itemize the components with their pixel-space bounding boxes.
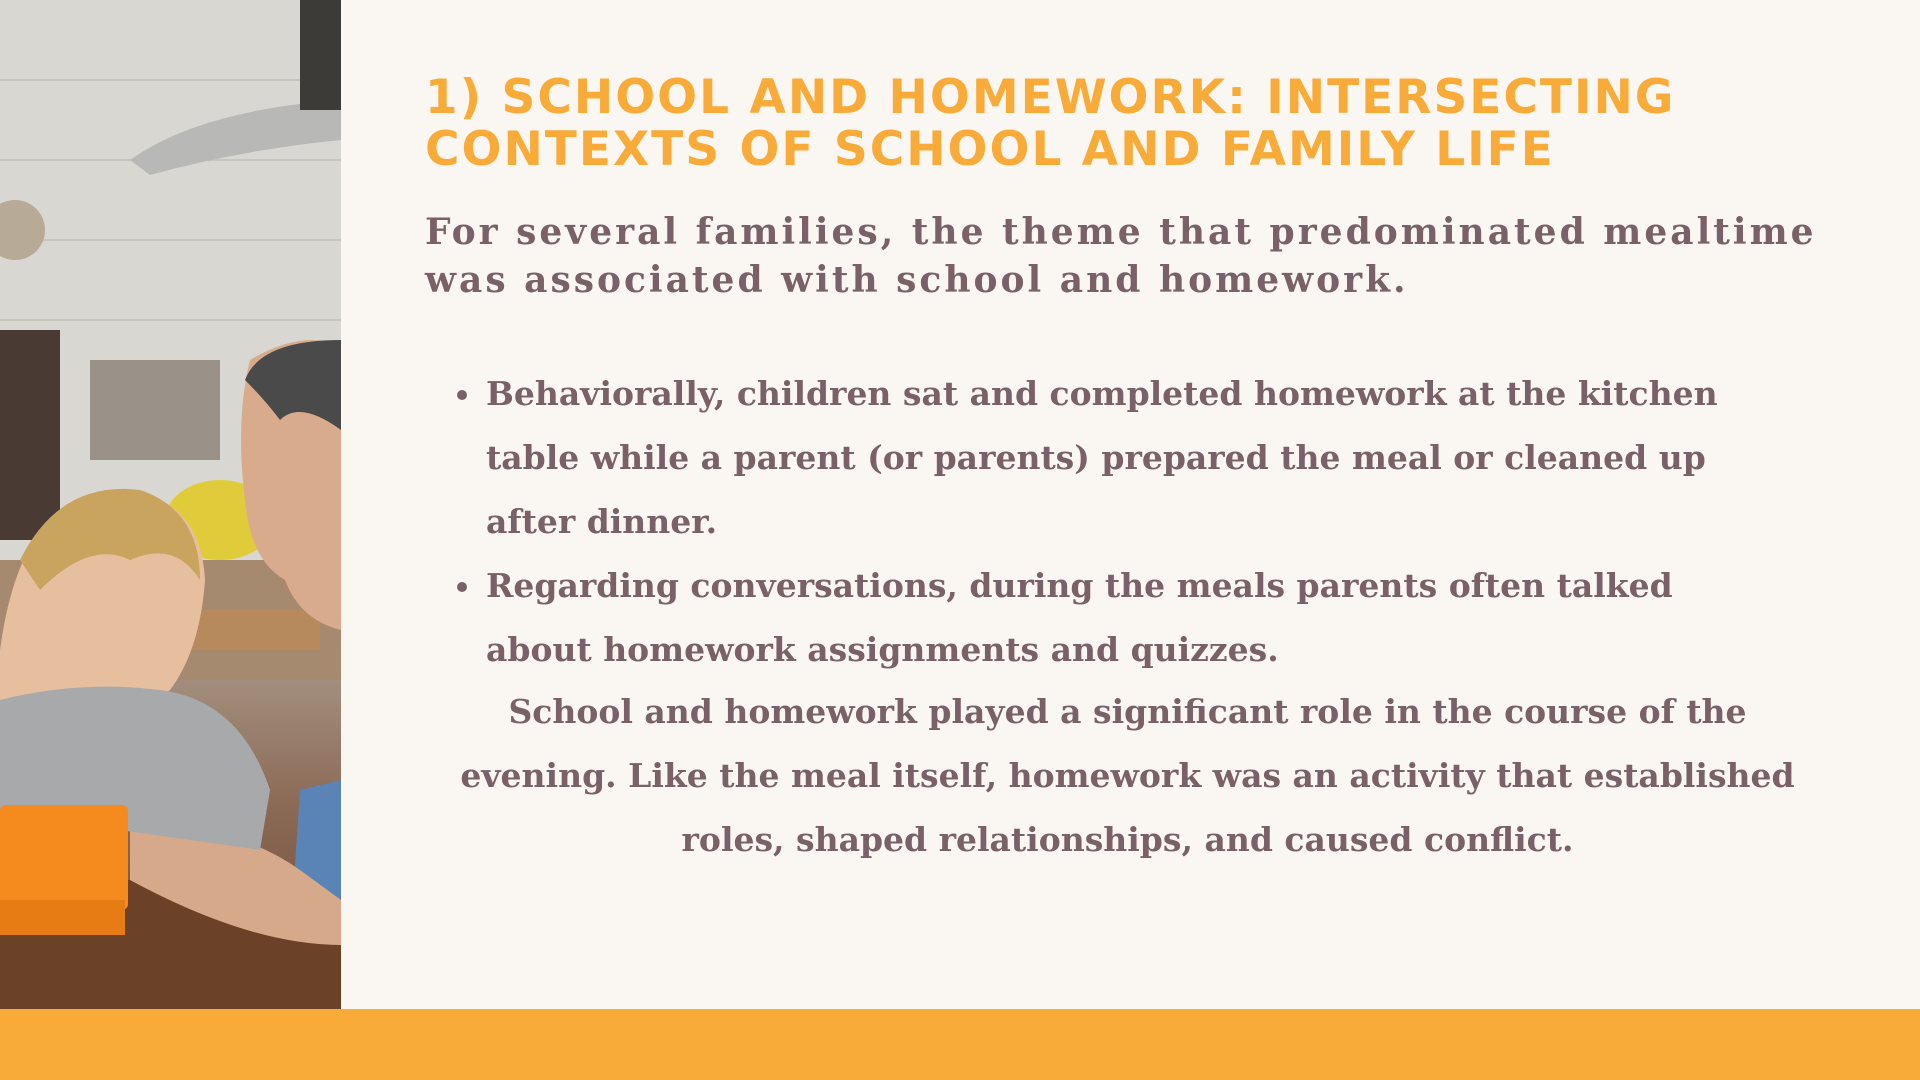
bullet-list <box>455 362 1785 682</box>
slide-title: 1) SCHOOL AND HOMEWORK: INTERSECTING CONTEXTS OF SCHOOL AND FAMILY LIFE <box>425 70 1676 177</box>
photo-father-son-homework <box>0 0 341 1009</box>
closing-paragraph: School and homework played a significant role in the course of the evening. Like the meal itself, homework was an activity that established roles, shaped relationships, and caused conflict. <box>460 692 1795 859</box>
footer-band <box>0 1009 1920 1080</box>
bullet-text: Behaviorally, children sat and completed homework at the kitchen table while a parent (or parents) prepared the meal or cleaned up after dinner. <box>486 374 1718 541</box>
bullet-dot-icon <box>457 390 467 400</box>
slide-subtitle: For several families, the theme that predominated mealtime was associated with school and homework. <box>425 211 1817 301</box>
bullet-item <box>455 554 1785 682</box>
bullet-dot-icon <box>457 582 467 592</box>
photo-illustration <box>0 0 341 1009</box>
bullet-text: Regarding conversations, during the meals parents often talked about homework assignments and quizzes. <box>486 566 1673 669</box>
bullet-item <box>455 362 1785 554</box>
